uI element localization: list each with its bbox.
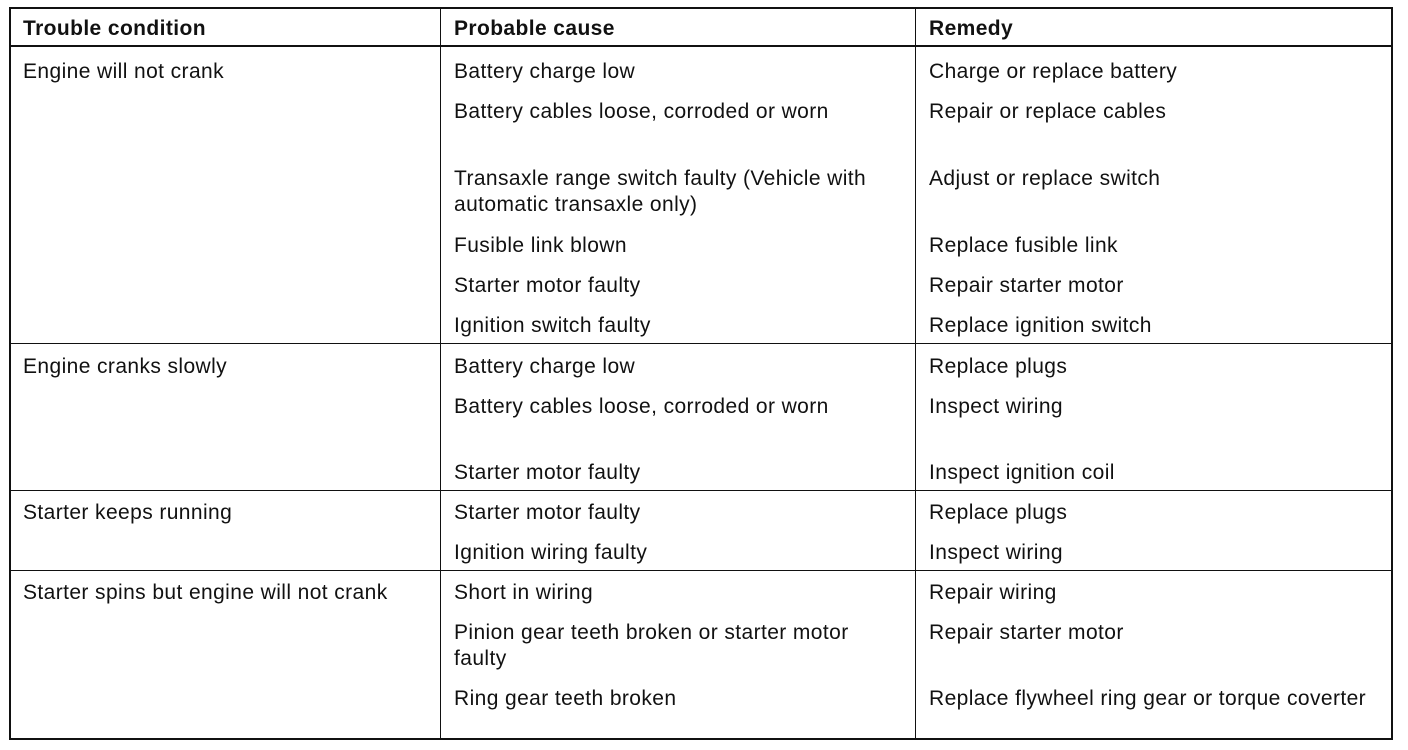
- group-divider: [11, 343, 1391, 344]
- probable-cause: Ignition wiring faulty: [454, 541, 648, 564]
- remedy: Repair starter motor: [929, 274, 1124, 297]
- remedy: Repair starter motor: [929, 621, 1124, 644]
- group-divider: [11, 490, 1391, 491]
- remedy: Repair or replace cables: [929, 100, 1167, 123]
- probable-cause: Starter motor faulty: [454, 461, 641, 484]
- header-remedy: Remedy: [929, 17, 1014, 40]
- trouble-condition: Starter keeps running: [23, 501, 233, 524]
- probable-cause: Fusible link blown: [454, 234, 627, 257]
- probable-cause: Transaxle range switch faulty (Vehicle with automatic transaxle only): [454, 167, 867, 216]
- group-divider: [11, 570, 1391, 571]
- probable-cause: Battery charge low: [454, 355, 636, 378]
- probable-cause: Battery cables loose, corroded or worn: [454, 395, 829, 418]
- remedy: Adjust or replace switch: [929, 167, 1161, 190]
- trouble-condition: Engine cranks slowly: [23, 355, 228, 378]
- remedy: Inspect ignition coil: [929, 461, 1115, 484]
- probable-cause: Battery cables loose, corroded or worn: [454, 100, 829, 123]
- remedy: Replace flywheel ring gear or torque coverter: [929, 687, 1367, 710]
- probable-cause: Ignition switch faulty: [454, 314, 651, 337]
- probable-cause: Battery charge low: [454, 60, 636, 83]
- remedy: Replace fusible link: [929, 234, 1118, 257]
- remedy: Repair wiring: [929, 581, 1057, 604]
- troubleshooting-table: [9, 7, 1393, 740]
- probable-cause: Starter motor faulty: [454, 274, 641, 297]
- probable-cause: Ring gear teeth broken: [454, 687, 677, 710]
- probable-cause: Short in wiring: [454, 581, 594, 604]
- probable-cause: Pinion gear teeth broken or starter motor faulty: [454, 621, 849, 670]
- remedy: Replace ignition switch: [929, 314, 1152, 337]
- remedy: Inspect wiring: [929, 395, 1063, 418]
- remedy: Replace plugs: [929, 355, 1068, 378]
- header-probable-cause: Probable cause: [454, 17, 615, 40]
- header-trouble-condition: Trouble condition: [23, 17, 206, 40]
- probable-cause: Starter motor faulty: [454, 501, 641, 524]
- column-divider: [440, 9, 441, 738]
- trouble-condition: Engine will not crank: [23, 60, 224, 83]
- remedy: Replace plugs: [929, 501, 1068, 524]
- remedy: Charge or replace battery: [929, 60, 1178, 83]
- remedy: Inspect wiring: [929, 541, 1063, 564]
- trouble-condition: Starter spins but engine will not crank: [23, 581, 388, 604]
- header-divider: [11, 45, 1391, 47]
- column-divider: [915, 9, 916, 738]
